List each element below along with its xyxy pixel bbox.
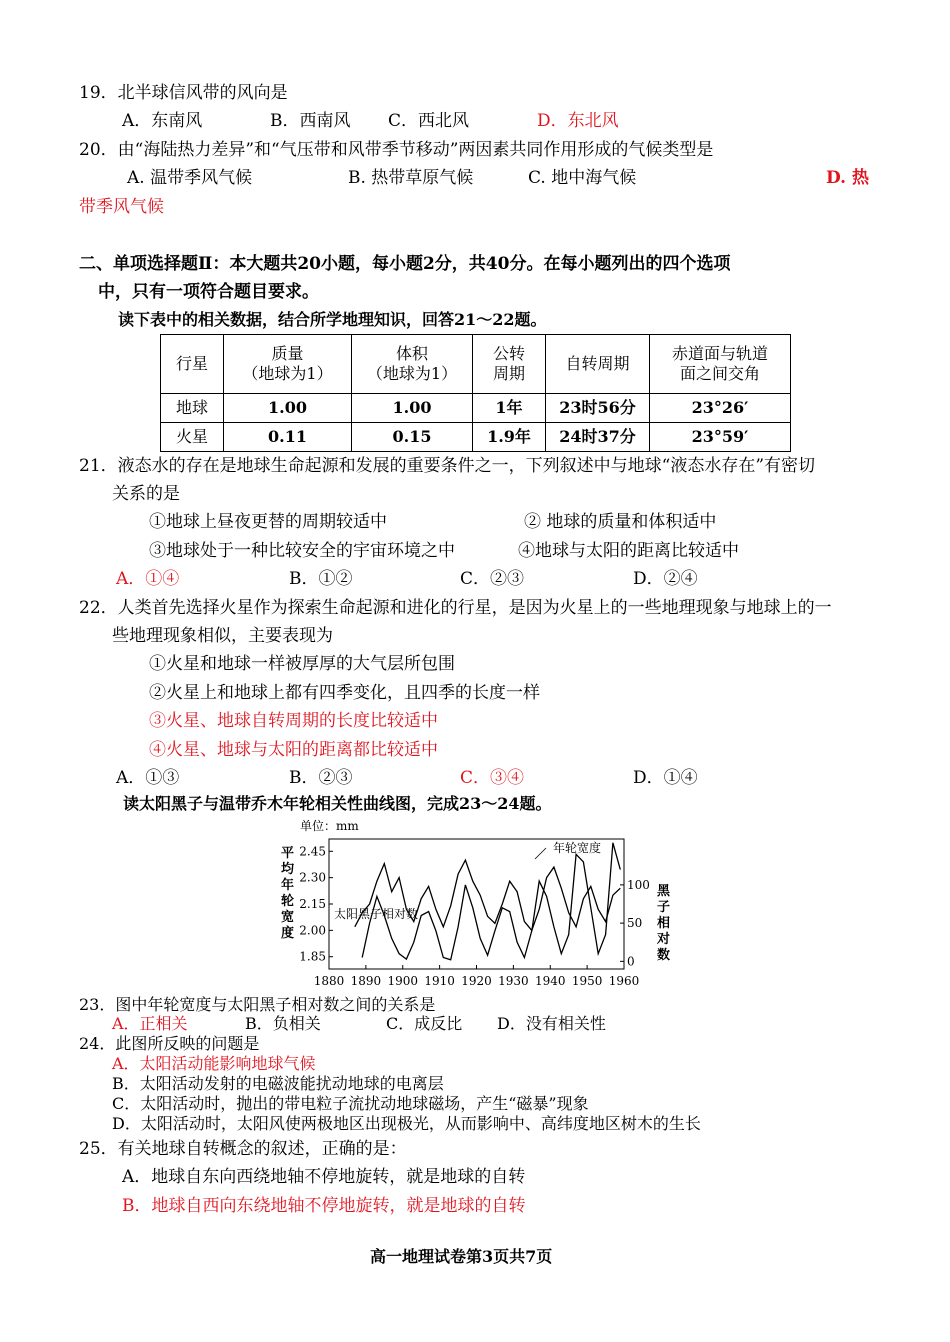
q24-option-b: B．太阳活动发射的电磁波能扰动地球的电离层 <box>112 1074 444 1093</box>
q23-stem: 23．图中年轮宽度与太阳黑子相对数之间的关系是 <box>79 995 436 1014</box>
q23-option-a: A．正相关 <box>112 1014 188 1033</box>
q22-option-a: A．①③ <box>116 768 180 788</box>
q24-option-d: D．太阳活动时，太阳风使两极地区出现极光，从而影响中、高纬度地区树木的生长 <box>112 1114 701 1133</box>
x-tick-label: 1960 <box>608 974 640 985</box>
q25-stem: 25．有关地球自转概念的叙述，正确的是： <box>79 1139 407 1159</box>
y-axis-label-char: 平 <box>281 846 295 861</box>
table-header-rotation: 自转周期 <box>546 335 650 394</box>
q20-option-d: D. 热 <box>826 168 869 188</box>
y-tick-label: 1.85 <box>299 949 326 964</box>
x-tick-label: 1930 <box>498 974 529 985</box>
series-label-tree-ring: 年轮宽度 <box>553 841 602 855</box>
q21-stem-cont: 关系的是 <box>112 484 180 504</box>
table-header-planet: 行星 <box>161 335 224 394</box>
q22-option-c: C．③④ <box>460 768 525 788</box>
y-tick-label: 2.00 <box>299 923 326 938</box>
x-tick-label: 1940 <box>534 974 566 985</box>
x-tick-label: 1950 <box>571 974 603 985</box>
q24-stem: 24．此图所反映的问题是 <box>79 1034 260 1053</box>
q25-option-a: A．地球自东向西绕地轴不停地旋转，就是地球的自转 <box>122 1167 526 1187</box>
y2-axis-label-char: 黑 <box>657 884 671 899</box>
sunspot-tree-ring-chart <box>278 815 678 985</box>
q19-option-c: C．西北风 <box>388 111 470 131</box>
x-tick-label: 1880 <box>313 974 345 985</box>
q21-statement-1: ①地球上昼夜更替的周期较适中 <box>149 512 387 532</box>
q23-option-b: B．负相关 <box>245 1014 321 1033</box>
y2-axis-label-char: 子 <box>657 900 671 915</box>
section2-heading-cont: 中，只有一项符合题目要求。 <box>98 282 319 302</box>
q22-statement-3: ③火星、地球自转周期的长度比较适中 <box>149 711 438 731</box>
q22-option-d: D．①④ <box>633 768 698 788</box>
table-header-obliquity: 赤道面与轨道 面之间交角 <box>650 335 791 394</box>
section2-heading: 二、单项选择题Ⅱ：本大题共20小题，每小题2分，共40分。在每小题列出的四个选项 <box>79 254 731 274</box>
y-axis-label-char: 度 <box>281 926 295 941</box>
series-label-tree-ring-pointer <box>535 848 546 859</box>
table-header-mass: 质量 （地球为1） <box>224 335 352 394</box>
q22-stem: 22．人类首先选择火星作为探索生命起源和进化的行星，是因为火星上的一些地理现象与地球上的一 <box>79 598 832 618</box>
y2-axis-label-char: 对 <box>657 932 671 947</box>
q20-option-a: A. 温带季风气候 <box>127 168 253 188</box>
q21-stem: 21．液态水的存在是地球生命起源和发展的重要条件之一，下列叙述中与地球“液态水存在”有密切 <box>79 456 816 476</box>
q20-option-c: C. 地中海气候 <box>528 168 637 188</box>
y2-tick-label: 50 <box>627 916 643 931</box>
table-header-revolution: 公转 周期 <box>473 335 546 394</box>
q22-statement-1: ①火星和地球一样被厚厚的大气层所包围 <box>149 654 455 674</box>
q22-statement-4: ④火星、地球与太阳的距离都比较适中 <box>149 740 438 760</box>
q19-option-d: D．东北风 <box>537 111 619 131</box>
q21-statement-3: ③地球处于一种比较安全的宇宙环境之中 <box>149 541 455 561</box>
x-tick-label: 1920 <box>461 974 492 985</box>
q24-option-a: A．太阳活动能影响地球气候 <box>112 1054 316 1073</box>
q21-statement-2: ② 地球的质量和体积适中 <box>524 512 717 532</box>
q20-option-b: B. 热带草原气候 <box>348 168 474 188</box>
q21-statement-4: ④地球与太阳的距离比较适中 <box>518 541 739 561</box>
q21-option-c: C．②③ <box>460 569 525 589</box>
y2-tick-label: 0 <box>627 954 635 969</box>
q24-option-c: C．太阳活动时，抛出的带电粒子流扰动地球磁场，产生“磁暴”现象 <box>112 1094 589 1113</box>
page-footer: 高一地理试卷第3页共7页 <box>370 1247 553 1266</box>
y-axis-label-char: 均 <box>281 862 295 877</box>
y2-axis-label-char: 数 <box>657 948 671 963</box>
q25-option-b: B．地球自西向东绕地轴不停地旋转，就是地球的自转 <box>122 1196 526 1216</box>
table-header-volume: 体积 （地球为1） <box>352 335 473 394</box>
y-axis-label-char: 宽 <box>281 910 295 925</box>
q23-option-d: D．没有相关性 <box>497 1014 606 1033</box>
series-label-sunspot: 太阳黑子相对数 <box>334 907 419 921</box>
sunspot-number-line <box>362 843 620 960</box>
x-tick-label: 1910 <box>424 974 455 985</box>
q22-option-b: B．②③ <box>289 768 353 788</box>
q21-option-a: A．①④ <box>116 569 180 589</box>
q23-option-c: C．成反比 <box>386 1014 463 1033</box>
y-tick-label: 2.15 <box>299 897 326 911</box>
y-tick-label: 2.45 <box>299 844 326 859</box>
q21-option-b: B．①② <box>289 569 353 589</box>
intro-23-24: 读太阳黑子与温带乔木年轮相关性曲线图，完成23～24题。 <box>123 794 552 813</box>
y2-axis-label-char: 相 <box>657 916 671 931</box>
y-axis-label-char: 轮 <box>281 894 295 909</box>
x-tick-label: 1900 <box>387 974 419 985</box>
y2-tick-label: 100 <box>627 877 650 892</box>
q21-option-d: D．②④ <box>633 569 698 589</box>
q19-stem: 19．北半球信风带的风向是 <box>79 83 288 103</box>
q19-option-b: B．西南风 <box>270 111 351 131</box>
y-tick-label: 2.30 <box>299 870 326 885</box>
y-axis-label-char: 年 <box>281 878 295 893</box>
q20-stem: 20．由“海陆热力差异”和“气压带和风带季节移动”两因素共同作用形成的气候类型是 <box>79 140 714 160</box>
chart-y-axis-label <box>281 845 295 941</box>
x-tick-label: 1890 <box>350 974 382 985</box>
q22-statement-2: ②火星上和地球上都有四季变化，且四季的长度一样 <box>149 683 540 703</box>
q19-option-a: A．东南风 <box>122 111 203 131</box>
table-row: 地球 1.00 1.00 1年 23时56分 23°26′ <box>161 394 791 423</box>
intro-21-22: 读下表中的相关数据，结合所学地理知识，回答21～22题。 <box>118 310 547 329</box>
table-row: 火星 0.11 0.15 1.9年 24时37分 23°59′ <box>161 423 791 452</box>
chart-unit-label: 单位：mm <box>300 819 359 833</box>
planet-table <box>160 334 791 452</box>
q20-option-d-cont: 带季风气候 <box>79 197 164 217</box>
chart-y2-axis-label <box>656 884 671 963</box>
q22-stem-cont: 些地理现象相似，主要表现为 <box>112 626 333 646</box>
